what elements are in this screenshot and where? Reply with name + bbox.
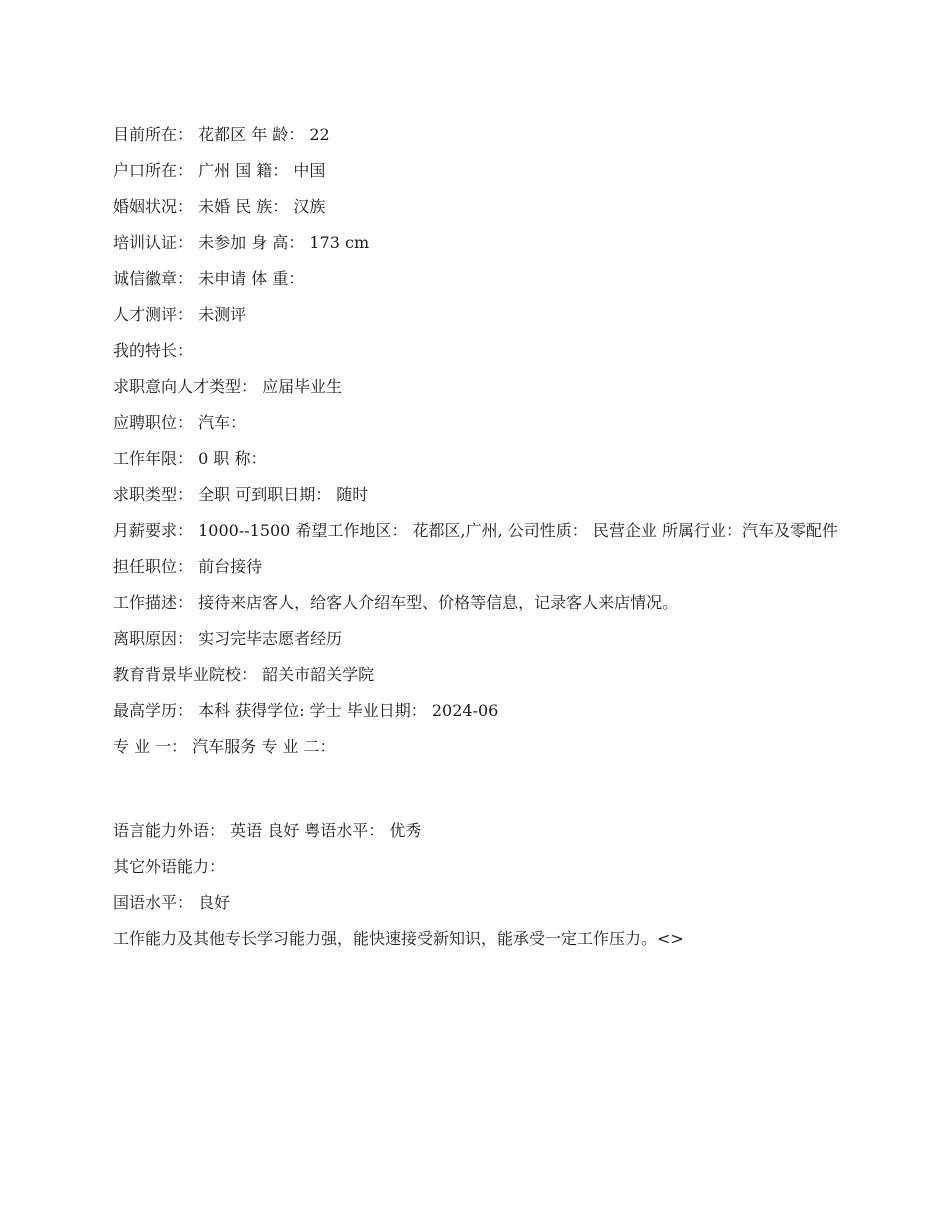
field-value: 应届毕业生 [257,377,343,396]
field-label: 目前所在： [113,125,194,144]
resume-document [113,126,838,966]
field-value: 良好 [193,893,231,912]
major-line [113,738,838,756]
applied-position-line [113,414,838,432]
education-school-line [113,666,838,684]
current-location-line [113,126,838,144]
work-description-line [113,594,838,612]
field-value: 接待来店客人，给客人介绍车型、价格等信息，记录客人来店情况。 [193,593,679,612]
work-ability-line [113,930,838,948]
section-gap [113,774,838,822]
field-label: 最高学历： [113,701,194,720]
field-value: 未申请 体 重： [193,269,305,288]
field-value: 本科 获得学位: 学士 毕业日期： 2024-06 [193,701,499,720]
field-value: 未测评 [193,305,247,324]
field-value: 学习能力强，能快速接受新知识，能承受一定工作压力。<> [257,929,684,948]
field-label: 工作年限： [113,449,194,468]
job-intent-type-line [113,378,838,396]
field-label: 我的特长： [113,341,194,360]
field-label: 求职类型： [113,485,194,504]
highest-degree-line [113,702,838,720]
field-label: 工作描述： [113,593,194,612]
job-type-line [113,486,838,504]
field-label: 语言能力外语： [113,821,226,840]
field-value: 广州 国 籍： 中国 [193,161,326,180]
field-value: 1000--1500 希望工作地区： 花都区,广州, 公司性质： 民营企业 所属行业：汽车及零配件 [193,521,838,540]
field-value: 汽车： [193,413,247,432]
hukou-line [113,162,838,180]
training-line [113,234,838,252]
field-label: 专 业 一： [113,737,188,756]
field-label: 担任职位： [113,557,194,576]
field-label: 工作能力及其他专长 [113,929,258,948]
field-value: 0 职 称： [193,449,267,468]
field-label: 婚姻状况： [113,197,194,216]
field-value: 全职 可到职日期： 随时 [193,485,369,504]
field-value: 前台接待 [193,557,263,576]
field-label: 离职原因： [113,629,194,648]
field-label: 人才测评： [113,305,194,324]
field-value: 汽车服务 专 业 二： [187,737,336,756]
field-label: 应聘职位： [113,413,194,432]
field-value: 英语 良好 粤语水平： 优秀 [225,821,422,840]
field-value: 花都区 年 龄： 22 [193,125,330,144]
field-label: 户口所在： [113,161,194,180]
mandarin-level-line [113,894,838,912]
work-years-line [113,450,838,468]
field-label: 其它外语能力： [113,857,226,876]
field-label: 月薪要求： [113,521,194,540]
field-label: 诚信徽章： [113,269,194,288]
field-value: 未参加 身 高： 173 cm [193,233,370,252]
field-label: 教育背景毕业院校： [113,665,258,684]
integrity-badge-line [113,270,838,288]
field-value: 未婚 民 族： 汉族 [193,197,326,216]
leaving-reason-line [113,630,838,648]
language-ability-line [113,822,838,840]
field-label: 培训认证： [113,233,194,252]
field-label: 求职意向人才类型： [113,377,258,396]
field-value: 韶关市韶关学院 [257,665,375,684]
talent-assessment-line [113,306,838,324]
salary-requirement-line [113,522,838,540]
position-held-line [113,558,838,576]
other-language-line [113,858,838,876]
specialty-line [113,342,838,360]
marital-status-line [113,198,838,216]
field-value: 实习完毕志愿者经历 [193,629,343,648]
field-label: 国语水平： [113,893,194,912]
